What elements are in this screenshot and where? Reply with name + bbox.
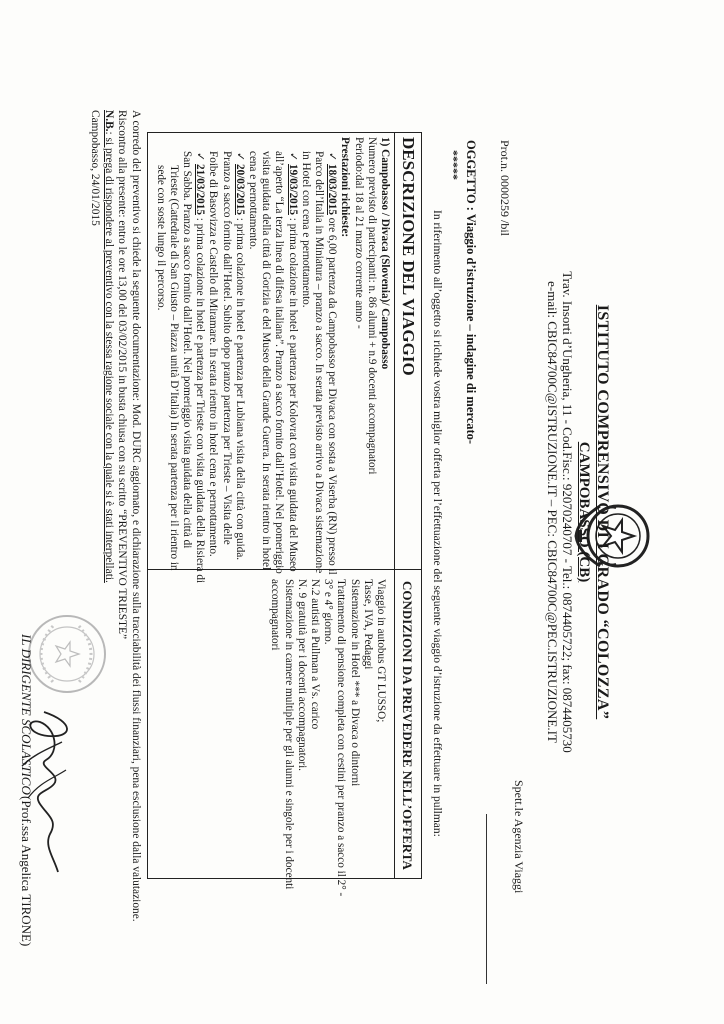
- day-3-text: : prima colazione in hotel e partenza per Lubiana visita della città con guida.: [233, 214, 246, 561]
- day-3-line-3: Foibe di Basovizza e Castello di Miramare. In serata rientro in hotel cena e pernottamento.: [207, 151, 220, 557]
- school-name: ISTITUTO COMPRENSIVO DI I GRADO “COLOZZA”: [594, 304, 611, 720]
- condition-item: N. 9 gratuità per i docenti accompagnatori.: [295, 579, 308, 771]
- day-2-line-4: cena e pernottamento.: [246, 151, 259, 250]
- signatory-name: (Prof.ssa Angelica TIRONE): [19, 796, 34, 947]
- signatory-role: IL DIRIGENTE SCOLASTICO: [19, 634, 34, 795]
- school-email: e-mail: CBIC84700C@ISTRUZIONE.IT – PEC: CBIC84700C@PEC.ISTRUZIONE.IT: [545, 281, 560, 743]
- subject-stars: *****: [447, 150, 461, 180]
- place-date: Campobasso, 24/01/2015: [89, 110, 102, 226]
- protocol-number: Prot.n. 0000259 /bil: [498, 140, 512, 237]
- school-stamp-icon: [25, 612, 109, 696]
- subject: OGGETTO : Viaggio d’istruzione – indagine di mercato-: [464, 140, 478, 445]
- condition-item: Sistemazione in Hotel *** a Divaca o dintorni: [348, 579, 361, 787]
- documentation-note: A corredo del preventivo si chiede la seguente documentazione: Mod. DURC aggiornato, e dichiarazione sulla tracciabilità dei flussi finanziari, pena esclusione dalla valutazione.: [130, 110, 142, 922]
- checkmark-icon: ✓: [233, 152, 246, 162]
- day-4-line-3: Trieste (Cattedrale di San Giusto – Piazza unità D’Italia) In serata partenza per il rientro in: [167, 165, 180, 571]
- day-2-date: 19/03/2015: [286, 164, 299, 215]
- day-4-date: 21/03/2015: [194, 164, 207, 215]
- route-line: 1) Campobasso / Divaca (Slovenia)/ Campobasso: [379, 137, 391, 370]
- header-divider: [394, 133, 395, 878]
- day-3-line: [233, 137, 246, 565]
- condition-item: Trattamento di pensione completa con cestini per pranzo a sacco il 2° -: [335, 579, 348, 897]
- condition-item: N.2 autisti a Pullman a Vs. carico: [308, 579, 321, 730]
- condition-item: Tasse, IVA, Pedaggi: [361, 579, 374, 670]
- day-3-date: 20/03/2015: [233, 164, 246, 215]
- trip-description: [153, 137, 391, 584]
- nb-text: : si prega di rispondere al preventivo con la stessa ragione sociale con la quale si è stati interpellati.: [102, 131, 115, 583]
- nb-label: N.B.: [102, 110, 115, 132]
- day-1-line: [325, 137, 339, 575]
- condition-item: accompagnatori: [269, 579, 282, 651]
- period-line: Periodo:dal 18 al 21 marzo corrente anno -: [352, 137, 365, 329]
- school-city: CAMPOBASSO (CB): [576, 441, 592, 583]
- day-2-line: [285, 137, 299, 572]
- recipient: Spett.le Agenzia Viaggi: [512, 780, 526, 894]
- day-1-text: ore 6,00 partenza da Campobasso per Divaca con sosta a Viserba (RN) presso il: [326, 214, 339, 575]
- participants-line: Numero previsto di partecipanti: n. 86 alunni + n.9 docenti accompagnatori: [365, 137, 378, 475]
- day-4-text: : prima colazione in hotel e partenza per Trieste con visita guidata della Risiera di: [194, 214, 207, 584]
- school-address: Trav. Insorti d’Ungheria, 11 - Cod.Fisc.: 92070240707 - Tel.: 0874405722; fax: 0874405730: [560, 271, 575, 753]
- day-4-line-2: San Sabba. Pranzo a sacco fornito dall’Hotel. Nel pomeriggio visita guidata della città di: [180, 151, 193, 549]
- deadline-note: Riscontro alla presente: entro le ore 13,00 del 03/02/2015 in busta chiusa con su scritto “PREVENTIVO TRIESTE”: [116, 110, 129, 640]
- services-heading: Prestazioni richieste:: [339, 137, 352, 238]
- checkmark-icon: ✓: [326, 152, 339, 162]
- condition-item: Viaggio in autobus GT LUSSO;: [375, 579, 387, 723]
- day-1-line-3: in Hotel con cena e pernottamento.: [299, 151, 312, 308]
- recipient-line: [486, 814, 487, 984]
- day-2-text: : prima colazione in hotel e partenza per Kolovrat con visita guidata del Museo: [286, 214, 299, 572]
- offer-conditions: [268, 579, 387, 897]
- table-header-description: DESCRIZIONE DEL VIAGGIO: [399, 137, 418, 376]
- table-header-conditions: CONDIZIONI DA PREVEDERE NELL’OFFERTA: [400, 581, 415, 870]
- condition-item: 3° e 4° giorno.: [322, 579, 335, 645]
- day-1-line-2: Parco dell’Italia in Miniatura – pranzo a sacco. In serata previsto arrivo a Divaca sistemazione: [312, 151, 325, 574]
- day-1-date: 18/03/2015: [326, 164, 339, 215]
- checkmark-icon: ✓: [286, 152, 299, 162]
- footer-notes: [88, 110, 142, 930]
- day-4-line: [193, 137, 207, 584]
- condition-item: Sistemazione in camere multiple per gli alunni e singole per i docenti: [282, 579, 295, 890]
- day-2-line-2: all’aperto “La terza linea di difesa italiana”. Pranzo a sacco fornito dall’Hotel. Nel pomeriggio: [273, 151, 286, 574]
- day-2-line-3: visita guidata della città di Gorizia e del Museo della Grande Guerra. In serata rientro in hotel: [260, 151, 273, 571]
- day-3-line-2: Pranzo a sacco fornito dall’Hotel. Subito dopo pranzo partenza per Trieste – Visita delle: [220, 151, 233, 545]
- checkmark-icon: ✓: [194, 152, 207, 162]
- trip-table: [147, 132, 422, 897]
- day-4-line-4: sede con soste lungo il percorso.: [154, 165, 167, 311]
- intro-text: In riferimento all’oggetto si richiede vostra miglior offerta per l’effettuazione del seguente viaggio d’istruzione da effettuare in pullman:: [431, 210, 443, 837]
- nb-note: [101, 110, 115, 930]
